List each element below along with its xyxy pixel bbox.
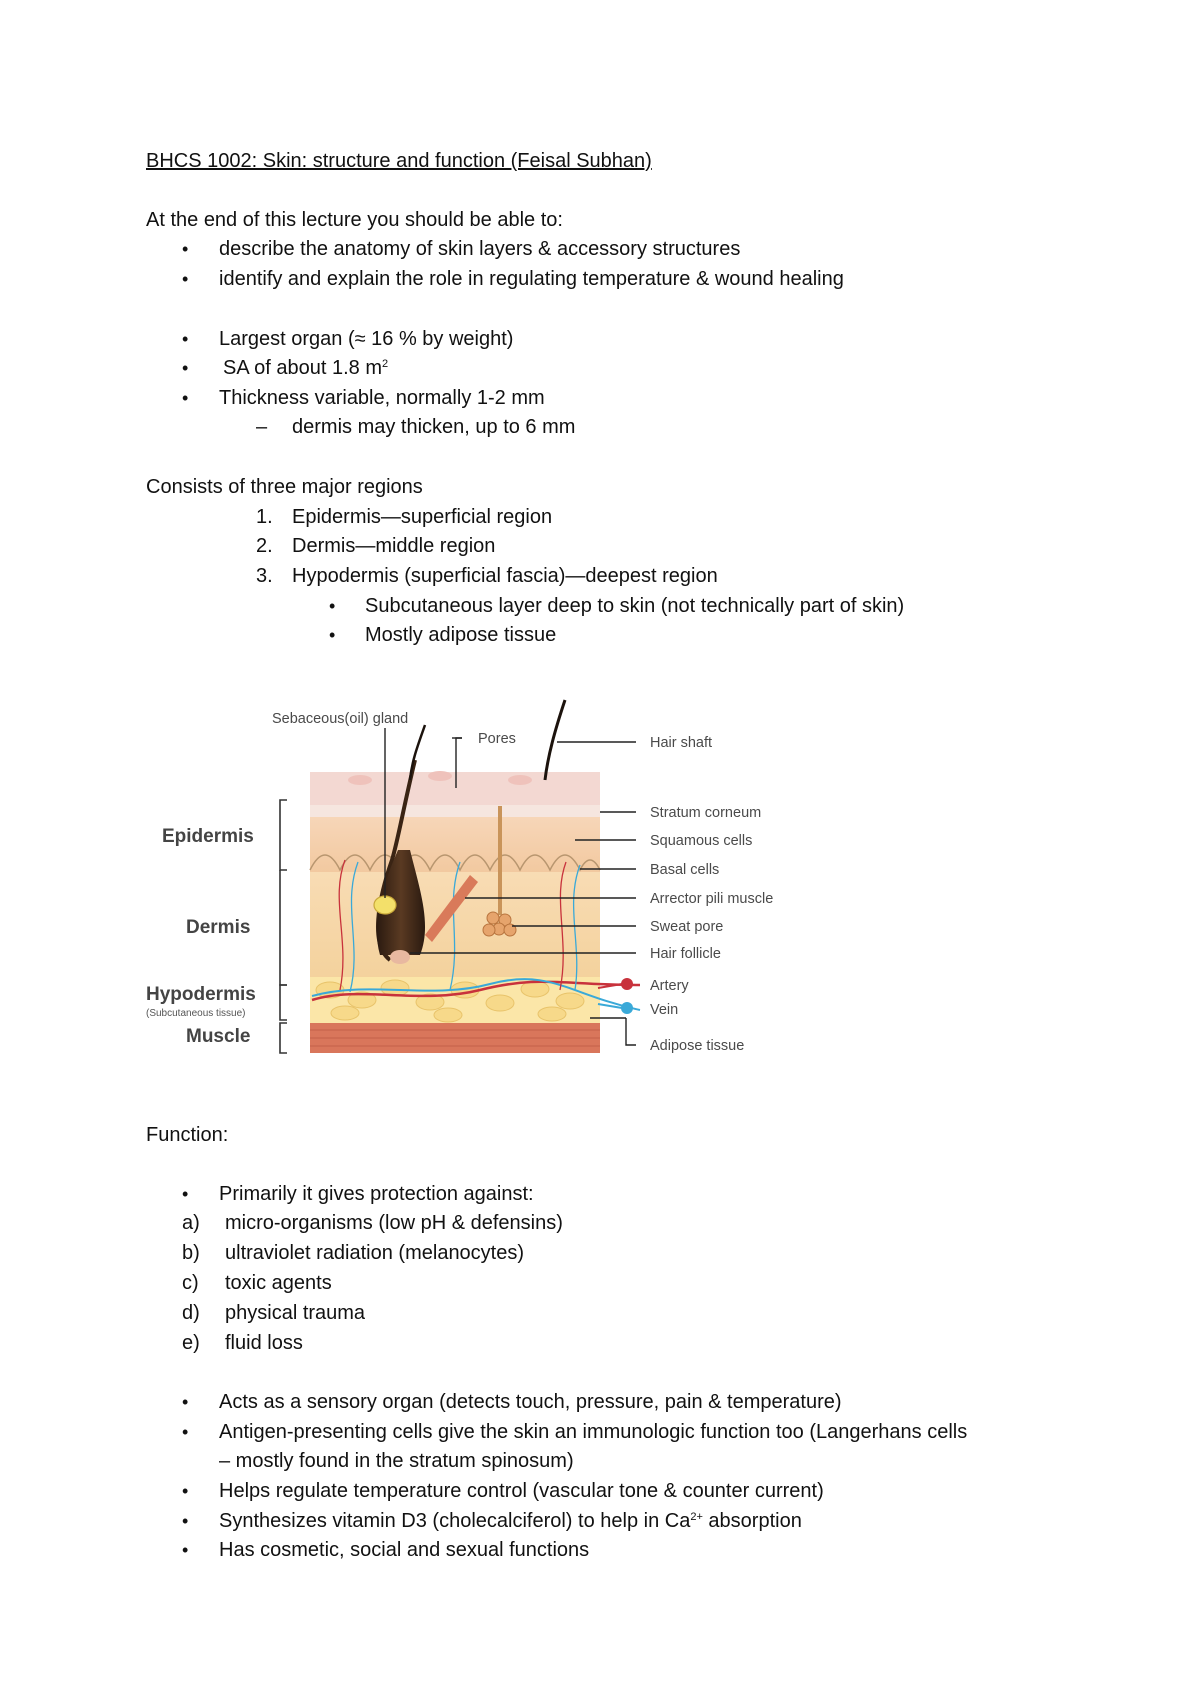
region-number: 3. bbox=[256, 565, 273, 587]
function-cosmetic: Has cosmetic, social and sexual functions bbox=[219, 1539, 590, 1561]
epidermis-layer bbox=[310, 817, 600, 872]
bullet-icon: • bbox=[182, 358, 189, 378]
protection-item: ultraviolet radiation (melanocytes) bbox=[225, 1242, 525, 1264]
protection-intro: Primarily it gives protection against: bbox=[219, 1183, 534, 1205]
bullet-icon: • bbox=[182, 239, 189, 259]
hypodermis-note: Subcutaneous layer deep to skin (not technically part of skin) bbox=[365, 595, 905, 617]
hypodermis-note: Mostly adipose tissue bbox=[365, 624, 557, 646]
function-heading: Function: bbox=[146, 1124, 229, 1146]
function-sensory: Acts as a sensory organ (detects touch, pressure, pain & temperature) bbox=[219, 1391, 842, 1413]
bullet-icon: • bbox=[182, 388, 189, 408]
bullet-icon: • bbox=[329, 625, 336, 645]
pore-shape bbox=[428, 771, 452, 781]
region-item: Hypodermis (superficial fascia)—deepest region bbox=[292, 565, 718, 587]
bullet-icon: • bbox=[182, 1392, 189, 1412]
skin-diagram bbox=[0, 690, 1200, 1070]
protection-letter: a) bbox=[182, 1212, 200, 1234]
stratum-corneum-layer bbox=[310, 805, 600, 817]
protection-item: fluid loss bbox=[225, 1332, 303, 1354]
function-antigen: Antigen-presenting cells give the skin an immunologic function too (Langerhans cells bbox=[219, 1421, 968, 1443]
label-artery: Artery bbox=[650, 978, 689, 994]
fact-surface-area: SA of about 1.8 $m^2$ bbox=[223, 357, 389, 379]
fact-largest-organ: Largest organ (≈ 16 % by weight) bbox=[219, 328, 514, 350]
pore-shape bbox=[348, 775, 372, 785]
label-sweat-pore: Sweat pore bbox=[650, 919, 724, 935]
bullet-icon: • bbox=[182, 1184, 189, 1204]
bullet-icon: • bbox=[182, 1540, 189, 1560]
protection-item: toxic agents bbox=[225, 1272, 332, 1294]
dash-icon: – bbox=[256, 416, 268, 438]
regions-intro: Consists of three major regions bbox=[146, 476, 423, 498]
protection-letter: d) bbox=[182, 1302, 200, 1324]
function-temperature: Helps regulate temperature control (vascular tone & counter current) bbox=[219, 1480, 824, 1502]
bullet-icon: • bbox=[182, 1481, 189, 1501]
pore-shape bbox=[508, 775, 532, 785]
objectives-intro: At the end of this lecture you should be able to: bbox=[146, 209, 563, 231]
function-vitamin-d: Synthesizes vitamin D3 (cholecalciferol) to help in $Ca^{2+}$ absorption bbox=[219, 1510, 802, 1532]
protection-letter: b) bbox=[182, 1242, 200, 1264]
fact-dermis-note: dermis may thicken, up to 6 mm bbox=[292, 416, 576, 438]
label-pores: Pores bbox=[478, 731, 516, 747]
objective-item: identify and explain the role in regulating temperature & wound healing bbox=[219, 268, 844, 290]
protection-item: physical trauma bbox=[225, 1302, 366, 1324]
region-number: 2. bbox=[256, 535, 273, 557]
region-label-muscle: Muscle bbox=[186, 1026, 251, 1047]
vein-marker bbox=[621, 1002, 633, 1014]
fact-thickness: Thickness variable, normally 1-2 mm bbox=[219, 387, 545, 409]
region-item: Epidermis—superficial region bbox=[292, 506, 553, 528]
label-hair-shaft: Hair shaft bbox=[650, 735, 713, 751]
region-label-hypodermis: Hypodermis bbox=[146, 984, 256, 1005]
label-squamous-cells: Squamous cells bbox=[650, 833, 753, 849]
region-number: 1. bbox=[256, 506, 273, 528]
objective-item: describe the anatomy of skin layers & accessory structures bbox=[219, 238, 741, 260]
label-vein: Vein bbox=[650, 1002, 679, 1018]
hair-strand bbox=[410, 725, 425, 780]
document-title: BHCS 1002: Skin: structure and function (Feisal Subhan) bbox=[146, 150, 652, 172]
protection-letter: e) bbox=[182, 1332, 200, 1354]
label-sebaceous-gland: Sebaceous(oil) gland bbox=[272, 711, 409, 727]
artery-marker bbox=[621, 978, 633, 990]
region-item: Dermis—middle region bbox=[292, 535, 496, 557]
region-label-epidermis: Epidermis bbox=[162, 826, 254, 847]
protection-item: micro-organisms (low pH & defensins) bbox=[225, 1212, 563, 1234]
label-hair-follicle: Hair follicle bbox=[650, 946, 721, 962]
bullet-icon: • bbox=[182, 269, 189, 289]
region-label-subcutaneous: (Subcutaneous tissue) bbox=[146, 1008, 246, 1019]
region-label-dermis: Dermis bbox=[186, 917, 251, 938]
protection-letter: c) bbox=[182, 1272, 199, 1294]
function-antigen-cont: – mostly found in the stratum spinosum) bbox=[219, 1450, 574, 1472]
label-arrector-pili: Arrector pili muscle bbox=[650, 891, 774, 907]
label-stratum-corneum: Stratum corneum bbox=[650, 805, 762, 821]
label-basal-cells: Basal cells bbox=[650, 862, 720, 878]
label-adipose-tissue: Adipose tissue bbox=[650, 1038, 745, 1054]
bullet-icon: • bbox=[329, 596, 336, 616]
bullet-icon: • bbox=[182, 1422, 189, 1442]
hair-bulb bbox=[390, 950, 410, 964]
hair-shaft bbox=[545, 700, 565, 780]
sebaceous-gland bbox=[374, 896, 396, 914]
region-brackets bbox=[280, 800, 287, 1053]
bullet-icon: • bbox=[182, 329, 189, 349]
bullet-icon: • bbox=[182, 1511, 189, 1531]
